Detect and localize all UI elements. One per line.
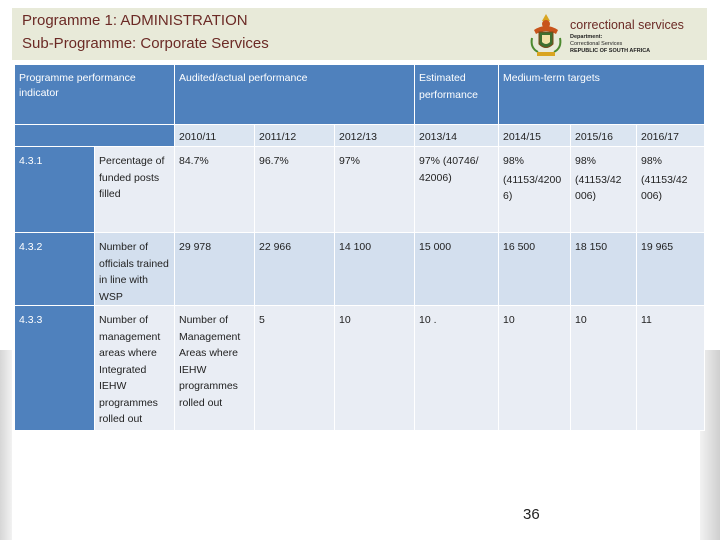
- year-header: 2013/14: [415, 125, 499, 147]
- row-id: 4.3.2: [15, 233, 95, 306]
- row-value: 10 .: [415, 306, 499, 431]
- years-row-spacer: [15, 125, 175, 147]
- row-target: 11: [637, 306, 705, 431]
- row-value: 14 100: [335, 233, 415, 306]
- row-value: 96.7%: [255, 147, 335, 233]
- logo-department-label: Department:: [570, 34, 603, 40]
- logo-department-name: Correctional Services: [570, 41, 623, 47]
- header-targets: Medium-term targets: [499, 65, 705, 125]
- row-id: 4.3.1: [15, 147, 95, 233]
- row-target: 10: [499, 306, 571, 431]
- logo-country: REPUBLIC OF SOUTH AFRICA: [570, 48, 651, 54]
- year-header: 2011/12: [255, 125, 335, 147]
- header-indicator: Programme performance indicator: [15, 65, 175, 125]
- row-indicator: Number of management areas where Integrated IEHW programmes rolled out: [95, 306, 175, 431]
- table-row: [15, 233, 705, 306]
- table-header-row: [15, 65, 705, 125]
- row-target: 10: [571, 306, 637, 431]
- row-target: 98% (41153/42 006): [637, 147, 705, 233]
- header-audited: Audited/actual performance: [175, 65, 415, 125]
- coat-of-arms-icon: [528, 12, 564, 58]
- programme-title: Programme 1: ADMINISTRATION: [22, 12, 248, 29]
- table-row: [15, 306, 705, 431]
- row-value: Number of Management Areas where IEHW programmes rolled out: [175, 306, 255, 431]
- row-value: 97%: [335, 147, 415, 233]
- department-logo: [528, 12, 698, 58]
- row-value: 22 966: [255, 233, 335, 306]
- sub-programme-title: Sub-Programme: Corporate Services: [22, 35, 269, 52]
- row-target: 98% (41153/42 006): [571, 147, 637, 233]
- row-value: 84.7%: [175, 147, 255, 233]
- row-value: 10: [335, 306, 415, 431]
- years-row: [15, 125, 705, 147]
- page-number: 36: [523, 506, 540, 523]
- year-header: 2015/16: [571, 125, 637, 147]
- row-target: 18 150: [571, 233, 637, 306]
- row-target: 98% (41153/4200 6): [499, 147, 571, 233]
- row-value: 29 978: [175, 233, 255, 306]
- row-target: 19 965: [637, 233, 705, 306]
- left-shadow: [0, 350, 12, 540]
- row-value: 5: [255, 306, 335, 431]
- row-target: 16 500: [499, 233, 571, 306]
- logo-name: correctional services: [570, 18, 684, 32]
- year-header: 2012/13: [335, 125, 415, 147]
- row-indicator: Number of officials trained in line with WSP: [95, 233, 175, 306]
- table-row: [15, 147, 705, 233]
- year-header: 2016/17: [637, 125, 705, 147]
- header-estimated: Estimated performance: [415, 65, 499, 125]
- row-indicator: Percentage of funded posts filled: [95, 147, 175, 233]
- year-header: 2010/11: [175, 125, 255, 147]
- row-value: 97% (40746/ 42006): [415, 147, 499, 233]
- row-id: 4.3.3: [15, 306, 95, 431]
- year-header: 2014/15: [499, 125, 571, 147]
- performance-table: [14, 64, 705, 431]
- row-value: 15 000: [415, 233, 499, 306]
